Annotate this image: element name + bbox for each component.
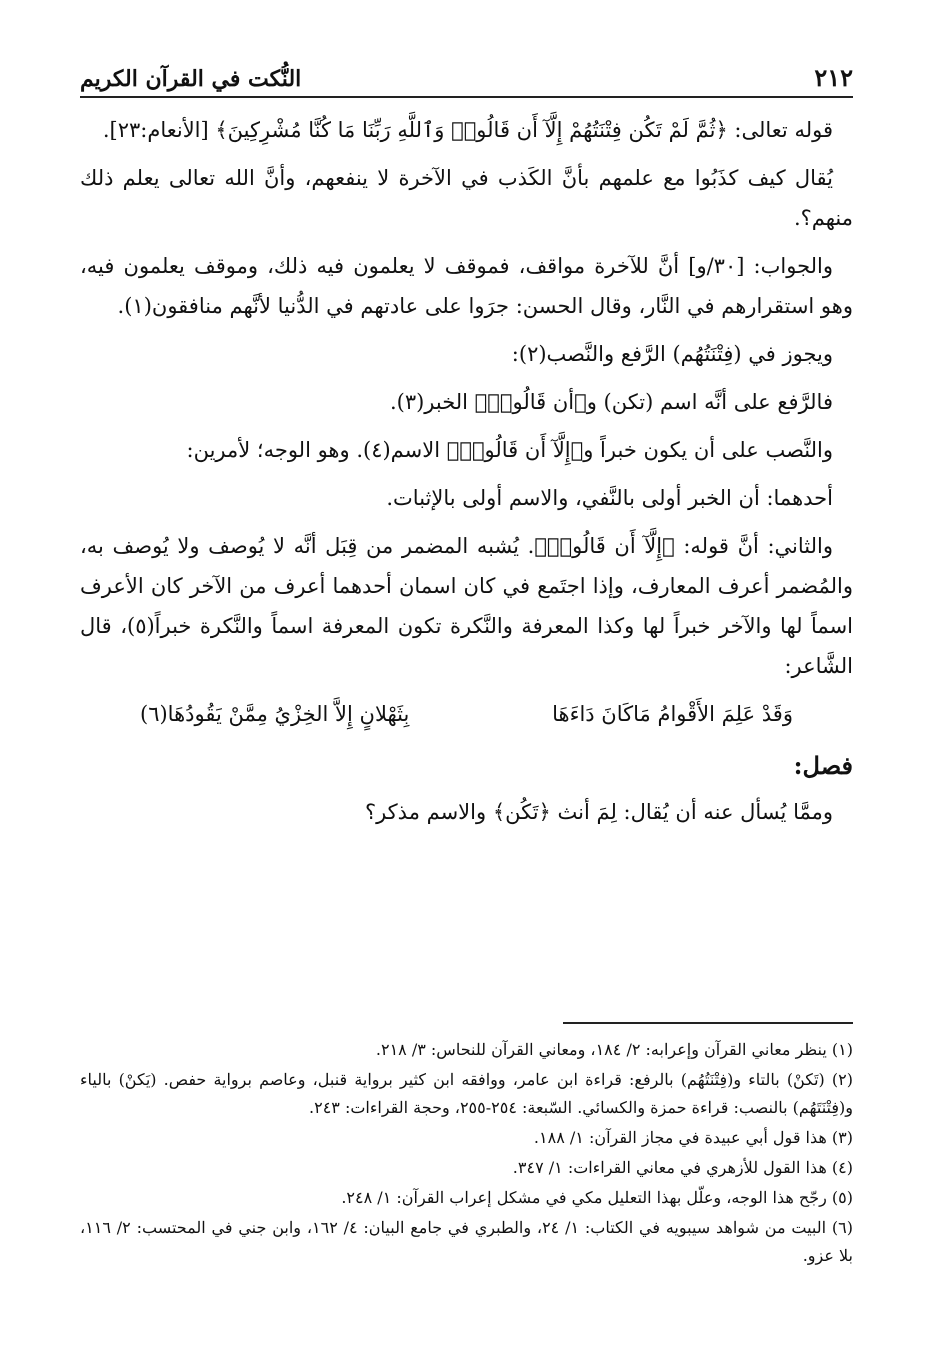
- paragraph-raf: فالرَّفع على أنَّه اسم (تكن) و﴿أن قَالُوا۟﴾ الخبر(٣).: [389, 390, 833, 414]
- paragraph-second-reason: والثاني: أنَّ قوله: ﴿إِلَّآ أَن قَالُوا۟﴾. يُشبه المضمر من قِبَل أنَّه لا يُوصف ولا يُوصف به، والمُضمر أعرف المعارف، وإذا اجتَمع في كان اسمان أحدهما أعرف من الآخر كان الأعرف اسماً لها والآخر خبراً لها وكذا المعرفة والنَّكرة تكون المعرفة اسماً والنَّكرة خبراً(٥)، قال الشَّاعر:: [80, 534, 854, 678]
- section-heading: فصل:: [793, 751, 853, 780]
- footnote-4: (٤) هذا القول للأزهري في معاني القراءات: ١/ ٣٤٧.: [512, 1158, 853, 1177]
- paragraph-answer: والجواب: [٣٠/و] أنَّ للآخرة مواقف، فموقف لا يعلمون فيه ذلك، وموقف يعلمون فيه، وهو استقرارهم في النَّار، وقال الحسن: جرَوا على عادتهم في الدُّنيا لأنَّهم منافقون(١).: [80, 254, 853, 318]
- paragraph-nasb: والنَّصب على أن يكون خبراً و﴿إِلَّآ أَن قَالُوا۟﴾ الاسم(٤). وهو الوجه؛ لأمرين:: [186, 438, 833, 462]
- running-title: النُّكت في القرآن الكريم: [80, 66, 302, 92]
- verse-first-hemistich: وَقَدْ عَلِمَ الأَقْوامُ مَاكَانَ دَاءَهَا: [552, 702, 793, 726]
- main-text: [80, 110, 853, 840]
- page-number: ٢١٢: [814, 63, 853, 92]
- section-text: وممَّا يُسأل عنه أن يُقال: لِمَ أنث ﴿تَكُن﴾ والاسم مذكر؟: [364, 800, 833, 824]
- paragraph-verse-citation: قوله تعالى: ﴿ثُمَّ لَمْ تَكُن فِتْنَتُهُمْ إِلَّآ أَن قَالُوا۟ وَٱللَّهِ رَبِّنَا مَا كُنَّا مُشْرِكِينَ﴾ [الأنعام:٢٣].: [102, 118, 833, 142]
- footnotes: [80, 1036, 853, 1272]
- footnote-1: (١) ينظر معاني القرآن وإعرابه: ٢/ ١٨٤، ومعاني القرآن للنحاس: ٣/ ٢١٨.: [375, 1040, 853, 1059]
- footnote-5: (٥) رجّح هذا الوجه، وعلّل بهذا التعليل مكي في مشكل إعراب القرآن: ١/ ٢٤٨.: [341, 1188, 853, 1207]
- paragraph-question: يُقال كيف كذَبُوا مع علمهم بأنَّ الكَذب في الآخرة لا ينفعهم، وأنَّ الله تعالى يعلم ذلك منهم؟.: [80, 166, 853, 230]
- paragraph-grammar-intro: ويجوز في (فِتْنَتُهُم) الرَّفع والنَّصب(٢):: [511, 342, 833, 366]
- page-header: [80, 52, 853, 98]
- paragraph-first-reason: أحدهما: أن الخبر أولى بالنَّفي، والاسم أولى بالإثبات.: [386, 486, 833, 510]
- verse-second-hemistich: بِثَهْلانٍ إِلاَّ الخِزْيُ مِمَّنْ يَقُودُهَا(٦): [140, 702, 410, 726]
- poetry-verse: [80, 694, 853, 734]
- footnote-6: (٦) البيت من شواهد سيبويه في الكتاب: ١/ ٢٤، والطبري في جامع البيان: ٤/ ١٦٢، وابن جني في المحتسب: ٢/ ١١٦، بلا عزو.: [80, 1218, 853, 1265]
- footnote-2: (٢) (تَكنْ) بالتاء و(فِتْنَتُهُم) بالرفع: قراءة ابن عامر، ووافقه ابن كثير برواية قنبل، وعاصم برواية حفص. (يَكنْ) بالياء و(فِتْنَتَهُم) بالنصب: قراءة حمزة والكسائي. السّبعة: ٢٥٤-٢٥٥، وحجة القراءات: ٢٤٣.: [80, 1070, 853, 1117]
- footnote-divider: [563, 1022, 853, 1024]
- footnote-3: (٣) هذا قول أبي عبيدة في مجاز القرآن: ١/ ١٨٨.: [533, 1128, 853, 1147]
